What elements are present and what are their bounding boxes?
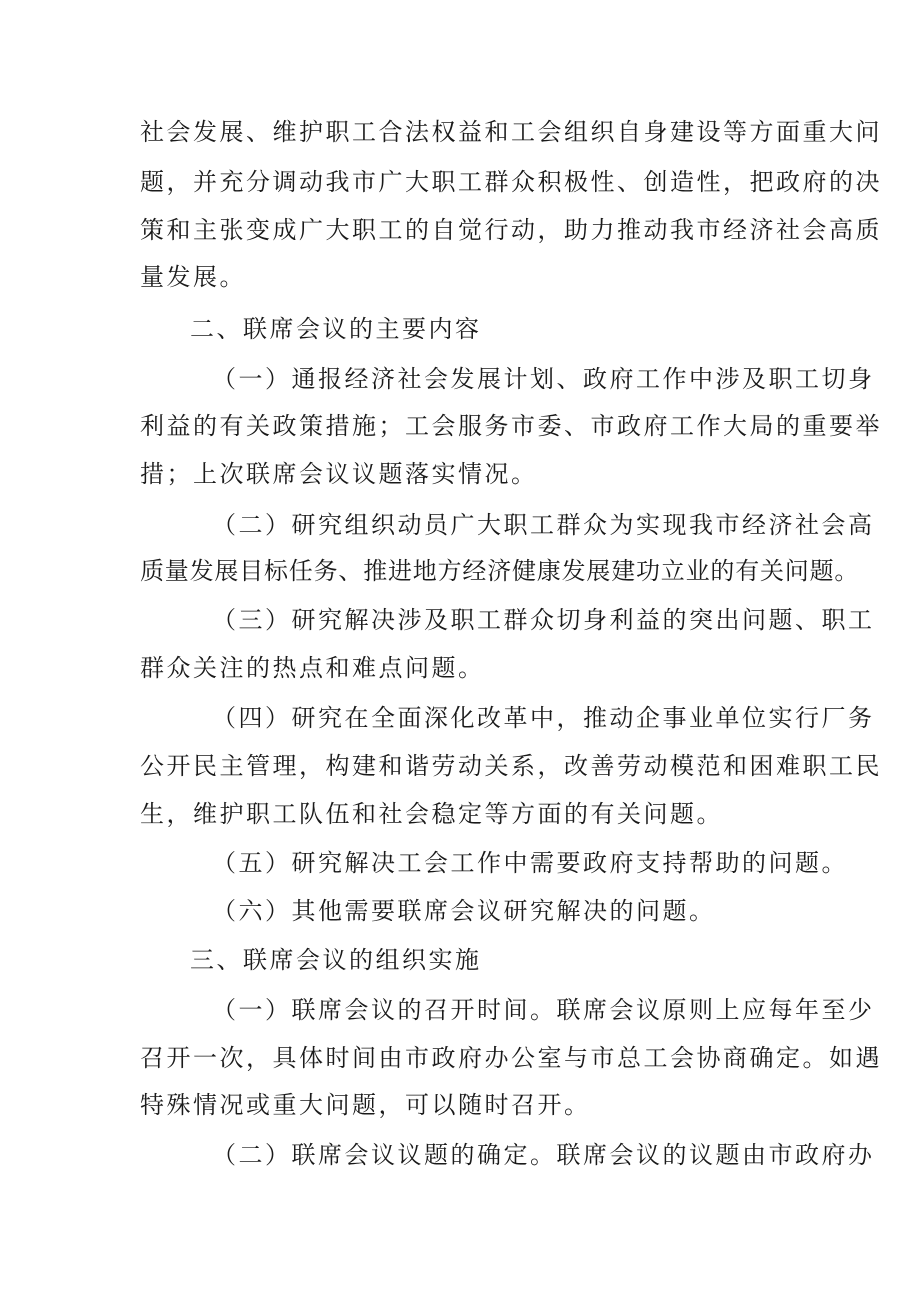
section-heading: 二、联席会议的主要内容: [190, 315, 482, 343]
paragraph-start: （五）研究解决工会工作中需要政府支持帮助的问题。: [212, 849, 848, 877]
text-line: 措；上次联席会议议题落实情况。: [140, 460, 538, 488]
text-line: 召开一次，具体时间由市政府办公室与市总工会协商确定。如遇: [140, 1044, 882, 1072]
text-line: 社会发展、维护职工合法权益和工会组织自身建设等方面重大问: [140, 118, 882, 146]
text-line: 策和主张变成广大职工的自觉行动，助力推动我市经济社会高质: [140, 216, 882, 244]
paragraph-start: （一）通报经济社会发展计划、政府工作中涉及职工切身: [212, 365, 875, 393]
paragraph-start: （三）研究解决涉及职工群众切身利益的突出问题、职工: [212, 606, 875, 634]
paragraph-start: （六）其他需要联席会议研究解决的问题。: [212, 897, 716, 925]
paragraph-start: （四）研究在全面深化改革中，推动企事业单位实行厂务: [212, 704, 875, 732]
paragraph-start: （二）联席会议议题的确定。联席会议的议题由市政府办: [212, 1141, 875, 1169]
paragraph-start: （一）联席会议的召开时间。联席会议原则上应每年至少: [212, 996, 875, 1024]
text-line: 质量发展目标任务、推进地方经济健康发展建功立业的有关问题。: [140, 557, 860, 585]
section-heading: 三、联席会议的组织实施: [190, 946, 482, 974]
paragraph-start: （二）研究组织动员广大职工群众为实现我市经济社会高: [212, 511, 875, 539]
text-line: 公开民主管理，构建和谐劳动关系，改善劳动模范和困难职工民: [140, 752, 882, 780]
text-line: 特殊情况或重大问题，可以随时召开。: [140, 1091, 591, 1119]
text-line: 题，并充分调动我市广大职工群众积极性、创造性，把政府的决: [140, 168, 882, 196]
text-line: 生，维护职工队伍和社会稳定等方面的有关问题。: [140, 800, 723, 828]
text-line: 群众关注的热点和难点问题。: [140, 654, 485, 682]
text-line: 量发展。: [140, 263, 246, 291]
text-line: 利益的有关政策措施；工会服务市委、市政府工作大局的重要举: [140, 412, 882, 440]
